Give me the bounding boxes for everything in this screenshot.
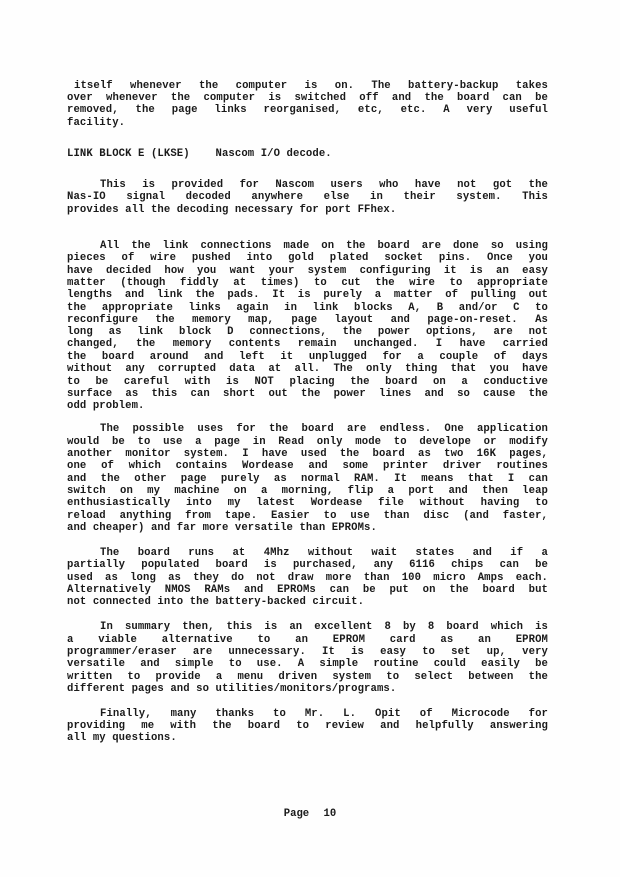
text-line: matter (though fiddly at times) to cut the wire to appropriate	[67, 277, 548, 289]
text-line: one of which contains Wordease and some printer driver routines	[67, 460, 548, 472]
text-line: This is provided for Nascom users who have not got the	[100, 179, 548, 191]
text-line: long as link block D connections, the power options, are not	[67, 326, 548, 338]
text-line: facility.	[67, 117, 126, 129]
text-line: have decided how you want your system configuring it is an easy	[67, 265, 548, 277]
text-line: different pages and so utilities/monitors/programs.	[67, 683, 397, 695]
text-line: surface as this can short out the power lines and so cause the	[67, 388, 548, 400]
text-line: odd problem.	[67, 400, 145, 412]
text-line: removed, the page links reorganised, etc, etc. A very useful	[67, 104, 548, 116]
text-line: programmer/eraser are unnecessary. It is easy to set up, very	[67, 646, 548, 658]
text-line: changed, the memory contents remain unchanged. I have carried	[67, 338, 548, 350]
text-line: pieces of wire pushed into gold plated socket pins. Once you	[67, 252, 548, 264]
text-line: over whenever the computer is switched off and the board can be	[67, 92, 548, 104]
text-line: the board around and left it unplugged for a couple of days	[67, 351, 548, 363]
section-heading: LINK BLOCK E (LKSE) Nascom I/O decode.	[67, 148, 332, 160]
text-line: not connected into the battery-backed circuit.	[67, 596, 365, 608]
text-line: would be to use a page in Read only mode to develope or modify	[67, 436, 548, 448]
text-line: Finally, many thanks to Mr. L. Opit of Microcode for	[100, 708, 548, 720]
text-line: and cheaper) and far more versatile than EPROMs.	[67, 522, 377, 534]
text-line: All the link connections made on the board are done so using	[100, 240, 548, 252]
text-line: a viable alternative to an EPROM card as an EPROM	[67, 634, 548, 646]
text-line: all my questions.	[67, 732, 177, 744]
page-number: 10	[323, 808, 337, 820]
text-line: without any corrupted data at all. The only thing that you have	[67, 363, 548, 375]
text-line: The board runs at 4Mhz without wait states and if a	[100, 547, 548, 559]
text-line: reconfigure the memory map, page layout and page-on-reset. As	[67, 314, 548, 326]
text-line: and the other page purely as normal RAM. It means that I can	[67, 473, 548, 485]
text-line: the appropriate links again in link blocks A, B and/or C to	[67, 302, 548, 314]
text-line: enthusiastically into my latest Wordease file without having to	[67, 497, 548, 509]
text-line: providing me with the board to review and helpfully answering	[67, 720, 548, 732]
text-line: The possible uses for the board are endless. One application	[100, 423, 548, 435]
text-line: used as long as they do not draw more than 100 micro Amps each.	[67, 572, 548, 584]
text-line: partially populated board is purchased, any 6116 chips can be	[67, 559, 548, 571]
text-line: another monitor system. I have used the board as two 16K pages,	[67, 448, 548, 460]
text-line: Nas-IO signal decoded anywhere else in their system. This	[67, 191, 548, 203]
text-line: In summary then, this is an excellent 8 by 8 board which is	[100, 621, 548, 633]
page-footer	[0, 808, 620, 820]
page-label: Page	[283, 808, 310, 820]
text-line: reload anything from tape. Easier to use than disc (and faster,	[67, 510, 548, 522]
text-line: Alternatively NMOS RAMs and EPROMs can be put on the board but	[67, 584, 548, 596]
text-line: written to provide a menu driven system to select between the	[67, 671, 548, 683]
text-line: itself whenever the computer is on. The battery-backup takes	[74, 80, 548, 92]
text-line: to be careful with is NOT placing the board on a conductive	[67, 376, 548, 388]
text-line: versatile and simple to use. A simple routine could easily be	[67, 658, 548, 670]
text-line: provides all the decoding necessary for port FFhex.	[67, 204, 397, 216]
text-line: lengths and link the pads. It is purely a matter of pulling out	[67, 289, 548, 301]
text-line: switch on my machine on a morning, flip a port and then leap	[67, 485, 548, 497]
